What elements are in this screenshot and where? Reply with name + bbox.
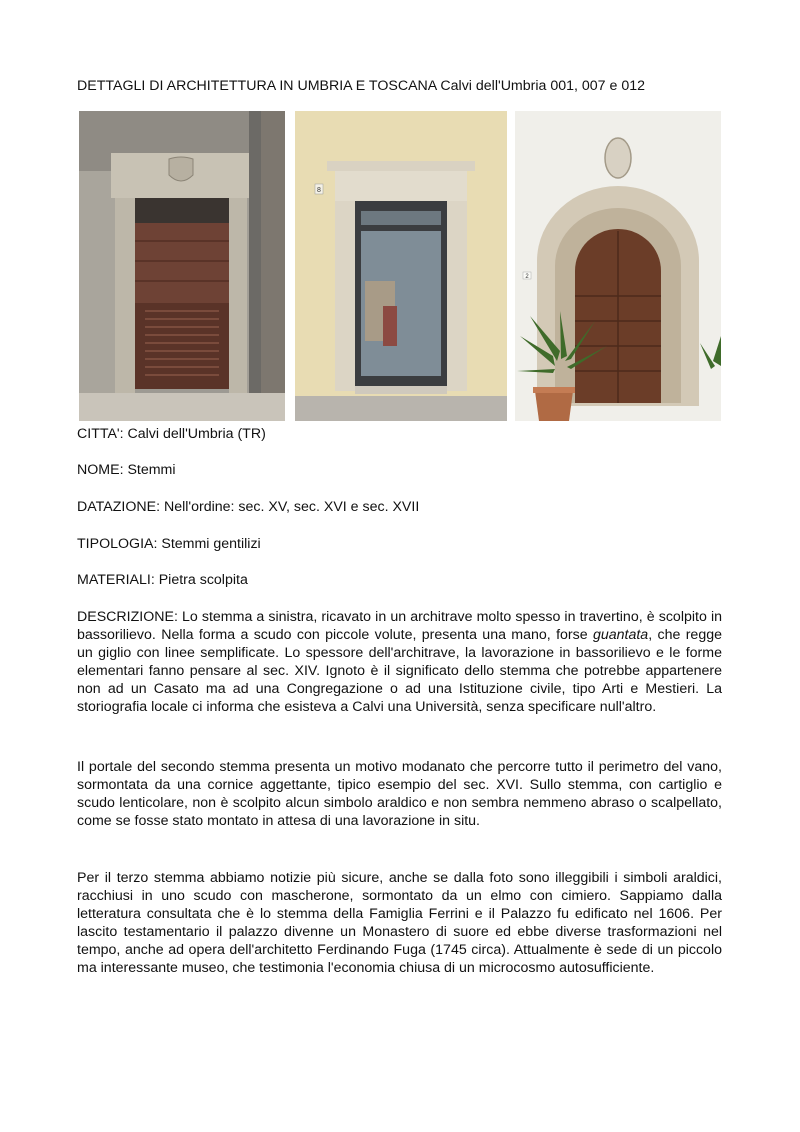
terzo-stemma-paragraph (77, 869, 722, 978)
terzo-stemma-text: Per il terzo stemma abbiamo notizie più sicure, anche se dalla foto sono illeggibili i simboli araldici, racchiusi in uno scudo con mascherone, sormontato da un elmo con cimiero. Sappiamo dalla letteratura consultata che è lo stemma della Famiglia Ferrini e il Palazzo fu edificato nel 1606. Per lascito testamentario il palazzo divenne un Monastero di suore ed ebbe diverse trasformazioni nel tempo, anche ad opera dell'architetto Ferdinando Fuga (1745 circa). Attualmente è sede di un piccolo ma interessante museo, che testimonia l'economia chiusa di un microcosmo autosufficiente. (77, 870, 722, 977)
citta-field: CITTA': Calvi dell'Umbria (TR) (77, 426, 266, 442)
portale-text: Il portale del secondo stemma presenta un motivo modanato che percorre tutto il perimetro del vano, sormontata da una cornice aggettante, tipico esempio del sec. XVI. Sullo stemma, con cartiglio e scudo lenticolare, non è scolpito alcun simbolo araldico e non sembra nemmeno abraso o scalpellato, come se fosse stato montato in attesa di una lavorazione in situ. (77, 759, 722, 830)
descrizione-text: DESCRIZIONE: Lo stemma a sinistra, ricavato in un architrave molto spesso in travertino, è scolpito in bassorilievo. Nella forma a scudo con piccole volute, presenta una mano, forse (77, 609, 722, 644)
datazione-field: DATAZIONE: Nell'ordine: sec. XV, sec. XVI e sec. XVII (77, 499, 420, 515)
house-number-label: 2 (525, 274, 529, 280)
stemma-007-photo (295, 111, 507, 421)
descrizione-text: , che regge un giglio con linee semplificate. Lo spessore dell'architrave, la lavorazione in bassorilievo e le forme elementari fanno pensare al sec. XIV. Ignoto è il significato dello stemma che potrebbe appartenere non ad un Casato ma ad una Congregazione o ad una Istituzione civile, tipo Arti e Mestieri. La storiografia locale ci informa che esisteva a Calvi una Università, senza specificare null'altro. (77, 627, 722, 716)
descrizione-paragraph (77, 608, 722, 717)
portale-paragraph (77, 758, 722, 830)
nome-field: NOME: Stemmi (77, 462, 176, 478)
house-number-label: 8 (317, 187, 321, 194)
tipologia-field: TIPOLOGIA: Stemmi gentilizi (77, 536, 261, 552)
descrizione-italic-term: guantata (592, 627, 649, 644)
stemma-001-photo (79, 111, 285, 421)
materiali-field: MATERIALI: Pietra scolpita (77, 572, 248, 588)
stemma-012-photo (515, 111, 721, 421)
page-title: DETTAGLI DI ARCHITETTURA IN UMBRIA E TOSCANA Calvi dell'Umbria 001, 007 e 012 (77, 78, 646, 94)
